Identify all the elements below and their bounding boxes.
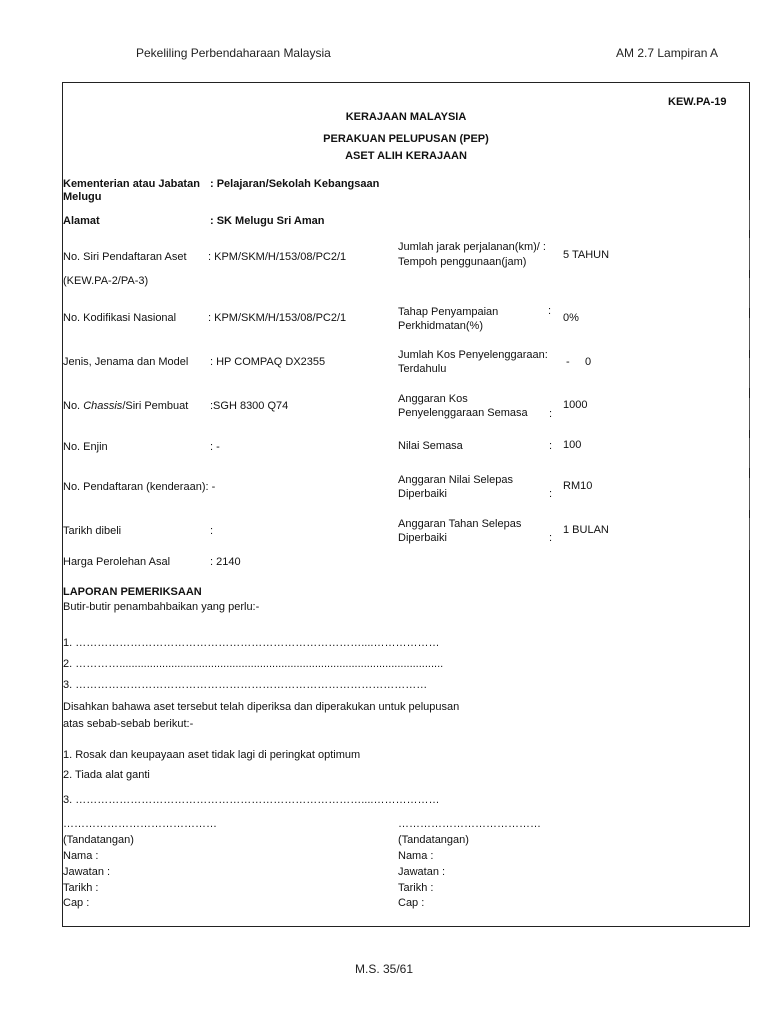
tahap-colon: :: [548, 305, 552, 317]
edge-mark: [749, 358, 750, 388]
jarak-value: 5 TAHUN: [563, 249, 610, 261]
signature-dots-right: …………………………………: [398, 818, 541, 830]
title-line-3: ASET ALIH KERAJAAN: [345, 150, 467, 162]
tahan-selepas-value: 1 BULAN: [563, 524, 609, 536]
harga-value: : 2140: [210, 556, 241, 568]
pengesahan-line-1: Disahkan bahawa aset tersebut telah diperiksa dan diperakukan untuk pelupusan: [63, 701, 460, 713]
kodifikasi-value: : KPM/SKM/H/153/08/PC2/1: [208, 312, 347, 324]
kos-semasa-value: 1000: [563, 399, 588, 411]
signature-cap-left: Cap :: [63, 897, 90, 909]
jenis-value: : HP COMPAQ DX2355: [210, 356, 326, 368]
page-footer: M.S. 35/61: [354, 962, 414, 976]
reason-3: 3. ……………………………………………………………………....………………: [63, 794, 440, 806]
nilai-selepas-value: RM10: [563, 480, 593, 492]
title-line-1: KERAJAAN MALAYSIA: [345, 111, 467, 123]
signature-jawatan-right: Jawatan :: [398, 866, 446, 878]
kementerian-label: Kementerian atau Jabatan: [63, 178, 200, 190]
signature-tarikh-right: Tarikh :: [398, 882, 434, 894]
chassis-label-em: Chassis: [83, 400, 123, 412]
tahap-value: 0%: [563, 312, 579, 324]
chassis-label-post: /Siri Pembuat: [122, 400, 189, 412]
siri-value: : KPM/SKM/H/153/08/PC2/1: [208, 251, 347, 263]
jarak-label-1: Jumlah jarak perjalanan(km)/ :: [398, 241, 546, 253]
jenis-label: Jenis, Jenama dan Model: [63, 356, 189, 368]
nilai-selepas-label-2: Diperbaiki: [398, 488, 447, 500]
kementerian-value-2: Melugu: [63, 191, 102, 203]
nilai-semasa-label: Nilai Semasa: [398, 440, 463, 452]
edge-mark: [749, 318, 750, 350]
tahan-selepas-label-2: Diperbaiki: [398, 532, 447, 544]
kos-semasa-colon: :: [549, 408, 553, 420]
chassis-value: :SGH 8300 Q74: [210, 400, 289, 412]
title-line-2: PERAKUAN PELUPUSAN (PEP): [323, 133, 489, 145]
signature-tandatangan-right: (Tandatangan): [398, 834, 469, 846]
kodifikasi-label: No. Kodifikasi Nasional: [63, 312, 177, 324]
edge-mark: [749, 398, 750, 430]
tahap-label-2: Perkhidmatan(%): [398, 320, 483, 332]
kos-semasa-label-1: Anggaran Kos: [398, 393, 468, 405]
signature-dots-left: ……………………………………: [63, 818, 217, 830]
edge-mark: [749, 278, 750, 308]
kos-dahulu-label-2: Terdahulu: [398, 363, 447, 375]
edge-mark: [749, 438, 750, 468]
kementerian-value: : Pelajaran/Sekolah Kebangsaan: [210, 178, 380, 190]
laporan-item-2: 2. …………..........................................................................................................: [63, 658, 444, 670]
laporan-item-3: 3. ……………………………………………………………………………………: [63, 679, 428, 691]
nilai-semasa-colon: :: [549, 440, 553, 452]
signature-jawatan-left: Jawatan :: [63, 866, 111, 878]
kos-dahulu-value: - 0: [566, 356, 592, 368]
signature-tarikh-left: Tarikh :: [63, 882, 99, 894]
laporan-item-1: 1. ……………………………………………………………………....………………: [63, 637, 440, 649]
siri-label: No. Siri Pendaftaran Aset: [63, 251, 187, 263]
tahan-selepas-colon: :: [549, 532, 553, 544]
page-header-right: AM 2.7 Lampiran A: [616, 46, 719, 60]
alamat-label: Alamat: [63, 215, 100, 227]
laporan-sub: Butir-butir penambahbaikan yang perlu:-: [63, 601, 260, 613]
tarikh-dibeli-label: Tarikh dibeli: [63, 525, 122, 537]
chassis-label-pre: No.: [63, 400, 84, 412]
kos-dahulu-label-1: Jumlah Kos Penyelenggaraan:: [398, 349, 548, 361]
edge-mark: [749, 238, 750, 270]
form-code: KEW.PA-19: [668, 96, 727, 108]
signature-tandatangan-left: (Tandatangan): [63, 834, 134, 846]
tahan-selepas-label-1: Anggaran Tahan Selepas: [398, 518, 522, 530]
enjin-label: No. Enjin: [63, 441, 108, 453]
pengesahan-line-2: atas sebab-sebab berikut:-: [63, 718, 194, 730]
edge-mark: [749, 518, 750, 550]
reason-2: 2. Tiada alat ganti: [63, 769, 150, 781]
tarikh-dibeli-value: :: [210, 525, 214, 537]
nilai-semasa-value: 100: [563, 439, 582, 451]
jarak-label-2: Tempoh penggunaan(jam): [398, 256, 527, 268]
chassis-label: [63, 400, 188, 412]
edge-mark: [749, 200, 750, 230]
signature-cap-right: Cap :: [398, 897, 425, 909]
harga-label: Harga Perolehan Asal: [63, 556, 171, 568]
signature-nama-left: Nama :: [63, 850, 99, 862]
laporan-heading: LAPORAN PEMERIKSAAN: [63, 586, 202, 598]
pendaftaran-label: No. Pendaftaran (kenderaan): -: [63, 481, 216, 493]
page-header-left: Pekeliling Perbendaharaan Malaysia: [136, 46, 331, 60]
kos-semasa-label-2: Penyelenggaraan Semasa: [398, 407, 528, 419]
signature-nama-right: Nama :: [398, 850, 434, 862]
nilai-selepas-colon: :: [549, 488, 553, 500]
edge-mark: [749, 478, 750, 510]
reason-1: 1. Rosak dan keupayaan aset tidak lagi di peringkat optimum: [63, 749, 361, 761]
alamat-value: : SK Melugu Sri Aman: [210, 215, 325, 227]
nilai-selepas-label-1: Anggaran Nilai Selepas: [398, 474, 513, 486]
tahap-label-1: Tahap Penyampaian: [398, 306, 499, 318]
enjin-value: : -: [210, 441, 220, 453]
siri-label-2: (KEW.PA-2/PA-3): [63, 275, 149, 287]
